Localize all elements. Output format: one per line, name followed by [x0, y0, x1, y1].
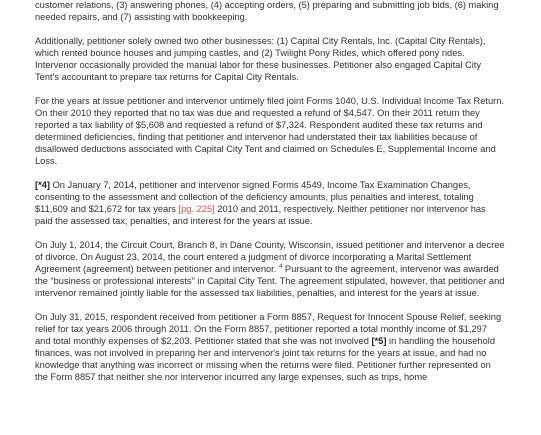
paragraph-text: 2010 and 2011, respectively. Neither petitioner nor intervenor has paid the assessed tax, penalties, and interest for the years at issue.: [35, 204, 486, 226]
paragraph-p6: [35, 311, 505, 383]
paragraph-text: On July 1, 2014, the Circuit Court, Branch 8, in Dane County, Wisconsin, issued petitioner and intervenor a decree of divorce. On August 23, 2014, the court entered a judgment of divorce incorporating a Marital Settlement Agreement (agreement) between petitioner and intervenor.: [35, 240, 505, 274]
paragraph-text: Pursuant to the agreement, intervenor was awarded the “business or professional interests” in Capital City Tent. The agreement stipulated, however, that petitioner and intervenor remained jointly liable for the assessed tax liabilities, penalties, and interest for the years at issue.: [35, 264, 505, 298]
paragraph-text: customer relations, (3) answering phones, (4) accepting orders, (5) preparing and submitting job bids, (6) making needed repairs, and (7) assisting with bookkeeping.: [35, 0, 499, 22]
footnote-marker[interactable]: 4: [278, 263, 283, 270]
paragraph-p1: [35, 0, 505, 23]
paragraph-text: On July 31, 2015, respondent received from petitioner a Form 8857, Request for Innocent Spouse Relief, seeking relief for tax years 2006 through 2011. On the Form 8857, petitioner reported a total monthly income of $1,297 and total monthly expenses of $2,203. Petitioner stated that she was not involved: [35, 312, 502, 346]
paragraph-p4: [35, 179, 505, 227]
paragraph-text: On January 7, 2014, petitioner and intervenor signed Forms 4549, Income Tax Examination Changes, consenting to the assessment and collection of the deficiency amounts, plus penalties and interest, totaling $11,609 and $21,672 for tax years: [35, 180, 474, 214]
star-page-marker: [*5]: [371, 336, 387, 346]
paragraph-text: in handling the household finances, was not involved in preparing her and intervenor's joint tax returns for the years at issue, and had no knowledge that anything was incorrect or missing when the returns were filed. Petitioner further represented on the Form 8857 that neither she nor intervenor incurred any large expenses, such as trips, home: [35, 336, 495, 382]
paragraph-p3: [35, 95, 505, 167]
paragraph-p2: [35, 35, 505, 83]
opinion-text-body: [35, 0, 505, 395]
paragraph-text: For the years at issue petitioner and intervenor untimely filed joint Forms 1040, U.S. Individual Income Tax Return. On their 2010 they reported that no tax was due and requested a refund of $4,547. On their 2011 return they reported a tax liability of $5,608 and requested a refund of $7,324. Respondent audited these tax returns and determined deficiencies, finding that petitioner and intervenor had understated their tax liabilities because of disallowed deductions associated with Capital City Tent and claimed on Schedules E, Supplemental Income and Loss.: [35, 96, 505, 166]
star-page-marker: [*4]: [35, 180, 50, 190]
paragraph-p5: [35, 239, 505, 299]
page-reference-link[interactable]: [pg. 225]: [178, 204, 215, 214]
paragraph-text: Additionally, petitioner solely owned two other businesses: (1) Capital City Rentals, Inc. (Capital City Rentals), which rented bounce houses and jumping castles, and (2) Twilight Pony Rides, which offered pony rides. Intervenor occasionally provided the manual labor for these businesses. Petitioner also engaged Capital City Tent's accountant to prepare tax returns for Capital City Rentals.: [35, 36, 486, 82]
